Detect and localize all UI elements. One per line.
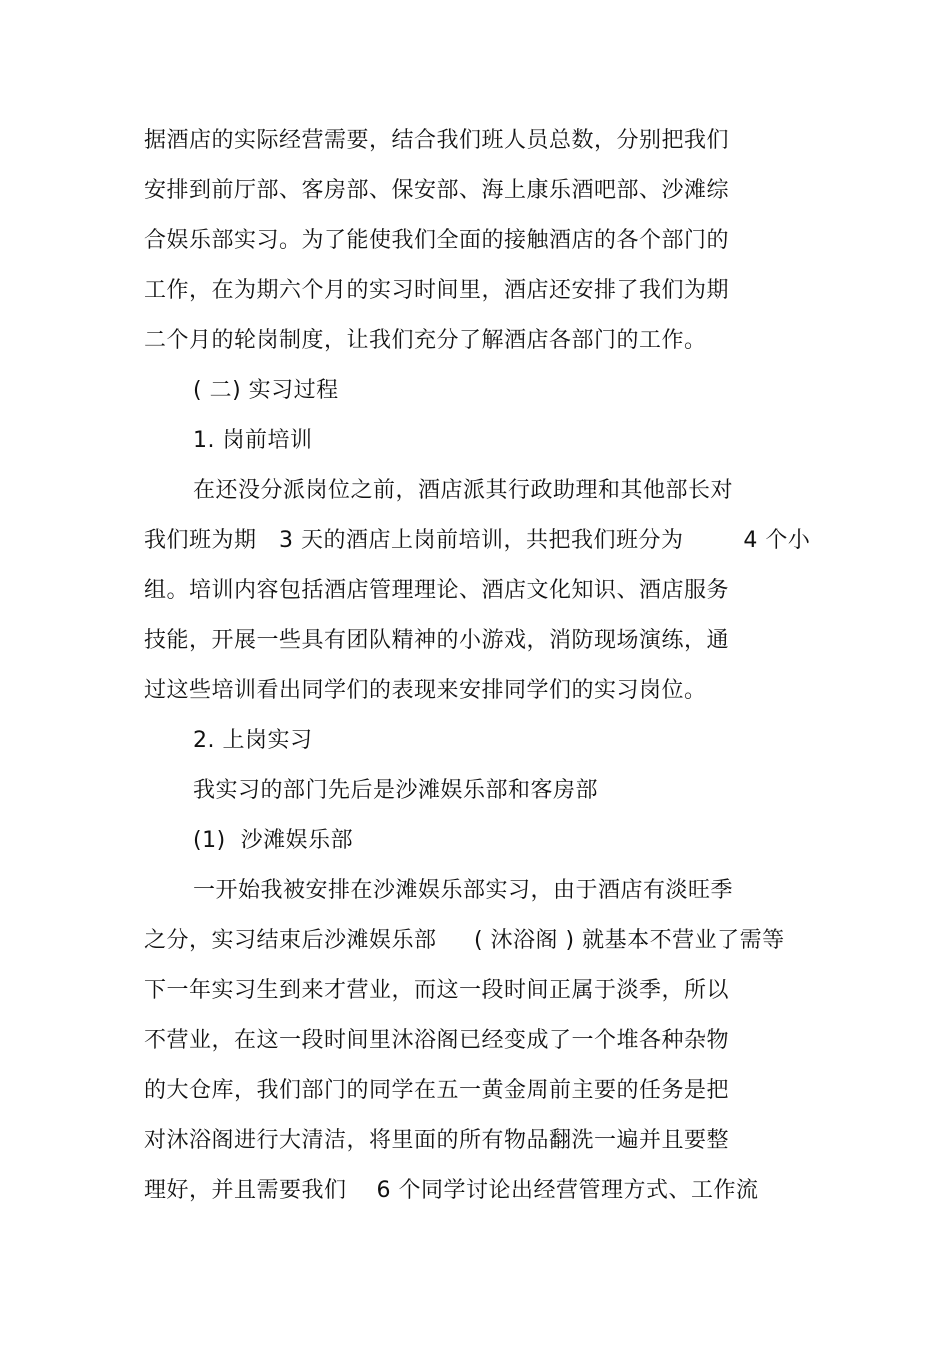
text-line: 过这些培训看出同学们的表现来安排同学们的实习岗位。	[144, 678, 707, 703]
text-line: 下一年实习生到来才营业，而这一段时间正属于淡季，所以	[144, 978, 730, 1003]
text-line: 在还没分派岗位之前，酒店派其行政助理和其他部长对	[193, 478, 734, 503]
text-line: 理好，并且需要我们 6 个同学讨论出经营管理方式、工作流	[144, 1178, 759, 1203]
text-line: 我们班为期 3 天的酒店上岗前培训，共把我们班分为 4 个小	[144, 528, 811, 553]
text-line: 据酒店的实际经营需要，结合我们班人员总数，分别把我们	[144, 128, 730, 153]
text-line: 组。培训内容包括酒店管理理论、酒店文化知识、酒店服务	[144, 578, 730, 603]
text-line: 一开始我被安排在沙滩娱乐部实习，由于酒店有淡旺季	[193, 878, 734, 903]
text-line: 之分，实习结束后沙滩娱乐部 ( 沐浴阁 ) 就基本不营业了需等	[144, 928, 785, 953]
subsection-heading: (1) 沙滩娱乐部	[193, 828, 354, 853]
text-line: 不营业，在这一段时间里沐浴阁已经变成了一个堆各种杂物	[144, 1028, 730, 1053]
text-line: 我实习的部门先后是沙滩娱乐部和客房部	[193, 778, 599, 803]
text-line: 安排到前厅部、客房部、保安部、海上康乐酒吧部、沙滩综	[144, 178, 730, 203]
text-line: 工作，在为期六个月的实习时间里，酒店还安排了我们为期	[144, 278, 730, 303]
text-line: 二个月的轮岗制度，让我们充分了解酒店各部门的工作。	[144, 328, 707, 353]
text-line: 合娱乐部实习。为了能使我们全面的接触酒店的各个部门的	[144, 228, 730, 253]
section-heading: ( 二) 实习过程	[193, 378, 339, 403]
text-line: 技能，开展一些具有团队精神的小游戏，消防现场演练，通	[144, 628, 730, 653]
subsection-heading: 2. 上岗实习	[193, 728, 313, 753]
text-line: 对沐浴阁进行大清洁，将里面的所有物品翻洗一遍并且要整	[144, 1128, 730, 1153]
subsection-heading: 1. 岗前培训	[193, 428, 313, 453]
text-line: 的大仓库，我们部门的同学在五一黄金周前主要的任务是把	[144, 1078, 730, 1103]
